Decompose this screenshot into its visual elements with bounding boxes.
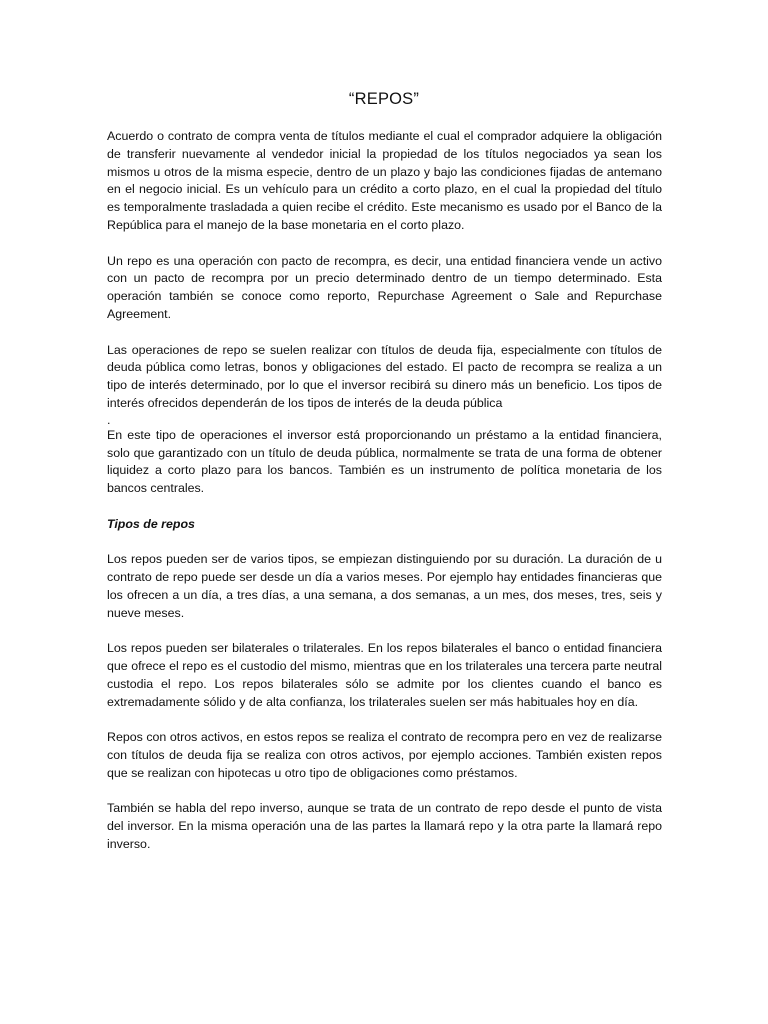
paragraph-definition: Acuerdo o contrato de compra venta de títulos mediante el cual el comprador adquiere la obligación de transferir nuevamente al vendedor inicial la propiedad de los títulos negociados ya sean los mismos u otros de la misma especie, dentro de un plazo y bajo las condiciones fijadas de antemano en el negocio inicial. Es un vehículo para un crédito a corto plazo, en el cual la propiedad del título es temporalmente trasladada a quien recibe el crédito. Este mecanismo es usado por el Banco de la República para el manejo de la base monetaria en el corto plazo. (107, 129, 662, 232)
paragraph-repo-inverso: También se habla del repo inverso, aunque se trata de un contrato de repo desde el punto de vista del inversor. En la misma operación una de las partes la llamará repo y la otra parte la llamará repo inverso. (107, 801, 662, 852)
document-title: “REPOS” (348, 90, 420, 108)
paragraph-repo-operation: Un repo es una operación con pacto de recompra, es decir, una entidad financiera vende un activo con un pacto de recompra por un precio determinado dentro de un tiempo determinado. Esta operación también se conoce como reporto, Repurchase Agreement o Sale and Repurchase Agreement. (107, 253, 662, 321)
paragraph-duracion: Los repos pueden ser de varios tipos, se empiezan distinguiendo por su duración. La duración de u contrato de repo puede ser desde un día a varios meses. Por ejemplo hay entidades financieras que los ofrecen a un día, a tres días, a una semana, a dos semanas, a un mes, dos meses, tres, seis y nueve meses. (107, 552, 662, 620)
paragraph-deuda-fija: Las operaciones de repo se suelen realizar con títulos de deuda fija, especialmente con títulos de deuda pública como letras, bonos y obligaciones del estado. El pacto de recompra se realiza a un tipo de interés determinado, por lo que el inversor recibirá su dinero más un beneficio. Los tipos de interés ofrecidos dependerán de los tipos de interés de la deuda pública (107, 342, 662, 410)
paragraph-prestamo: En este tipo de operaciones el inversor está proporcionando un préstamo a la entidad financiera, solo que garantizado con un título de deuda pública, normalmente se trata de una forma de obtener liquidez a corto plazo para los bancos. También es un instrumento de política monetaria de los bancos centrales. (107, 427, 662, 496)
document-body (107, 128, 662, 872)
section-heading-tipos: Tipos de repos (107, 516, 195, 531)
paragraph-otros-activos: Repos con otros activos, en estos repos se realiza el contrato de recompra pero en vez de realizarse con títulos de deuda fija se realiza con otros activos, por ejemplo acciones. También existen repos que se realizan con hipotecas u otro tipo de obligaciones como préstamos. (107, 730, 662, 780)
paragraph-stray-dot: . (107, 412, 111, 427)
paragraph-bilaterales: Los repos pueden ser bilaterales o trilaterales. En los repos bilaterales el banco o entidad financiera que ofrece el repo es el custodio del mismo, mientras que en los trilaterales una tercera parte neutral custodia el repo. Los repos bilaterales sólo se admite por los clientes cuando el banco es extremadamente sólido y de alta confianza, los trilaterales suelen ser más habituales hoy en día. (107, 641, 662, 709)
